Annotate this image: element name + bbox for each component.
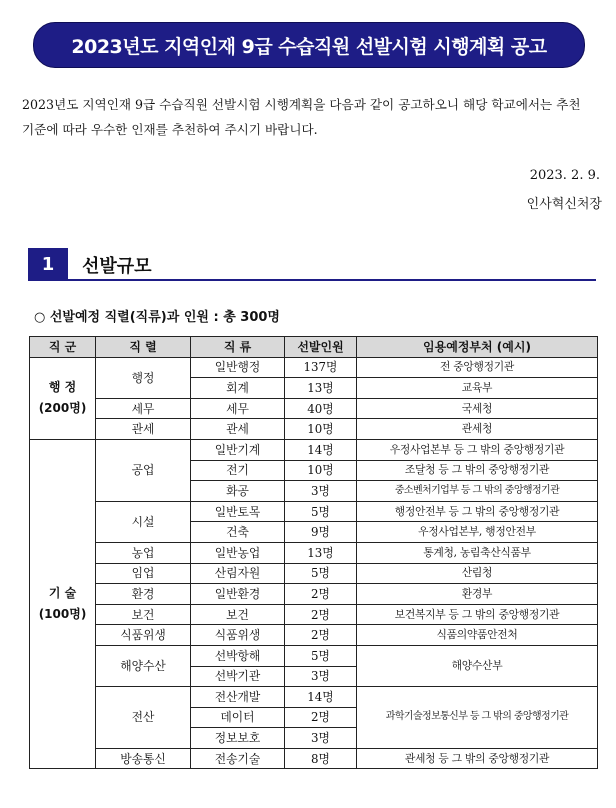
count-cell: 5명	[285, 501, 357, 522]
dept-cell: 산림청	[357, 563, 598, 584]
dept-cell: 환경부	[357, 584, 598, 605]
issuer-name: 인사혁신처장	[526, 197, 602, 212]
count-cell: 8명	[285, 748, 357, 769]
table-header-row	[30, 337, 598, 358]
count-cell: 9명	[285, 522, 357, 543]
group-admin	[30, 357, 96, 439]
count-cell: 14명	[285, 439, 357, 460]
count-cell: 2명	[285, 707, 357, 728]
series-cell: 관세	[96, 419, 191, 440]
group-tech-total: (100명)	[38, 607, 87, 622]
dept-cell: 과학기술정보통신부 등 그 밖의 중앙행정기관	[357, 687, 598, 749]
table-row	[30, 687, 598, 708]
series-cell: 농업	[96, 542, 191, 563]
dept-cell: 조달청 등 그 밖의 중앙행정기관	[357, 460, 598, 481]
table-row	[30, 357, 598, 378]
series-cell: 식품위생	[96, 625, 191, 646]
dept-cell: 보건복지부 등 그 밖의 중앙행정기관	[357, 604, 598, 625]
count-cell: 137명	[285, 357, 357, 378]
dept-cell: 관세청	[357, 419, 598, 440]
count-cell: 2명	[285, 584, 357, 605]
class-cell: 정보보호	[191, 728, 285, 749]
table-row	[30, 748, 598, 769]
group-admin-name: 행 정	[48, 380, 77, 395]
count-cell: 40명	[285, 398, 357, 419]
table-row	[30, 604, 598, 625]
announcement-date: 2023. 2. 9.	[529, 168, 600, 183]
dept-cell: 우정사업본부 등 그 밖의 중앙행정기관	[357, 439, 598, 460]
dept-cell: 관세청 등 그 밖의 중앙행정기관	[357, 748, 598, 769]
class-cell: 화공	[191, 481, 285, 502]
subheading: ○ 선발예정 직렬(직류)과 인원 : 총 300명	[34, 310, 280, 325]
class-cell: 보건	[191, 604, 285, 625]
table-row	[30, 625, 598, 646]
section-header	[28, 248, 596, 281]
header-job-class: 직 류	[191, 337, 285, 358]
selection-table	[29, 336, 598, 769]
class-cell: 회계	[191, 378, 285, 399]
table-row	[30, 542, 598, 563]
series-cell: 공업	[96, 439, 191, 501]
count-cell: 13명	[285, 378, 357, 399]
series-cell: 보건	[96, 604, 191, 625]
series-cell: 전산	[96, 687, 191, 749]
table-row	[30, 419, 598, 440]
header-job-series: 직 렬	[96, 337, 191, 358]
series-cell: 시설	[96, 501, 191, 542]
class-cell: 세무	[191, 398, 285, 419]
class-cell: 선박항해	[191, 645, 285, 666]
group-admin-total: (200명)	[38, 401, 87, 416]
count-cell: 5명	[285, 563, 357, 584]
group-tech	[30, 439, 96, 769]
count-cell: 10명	[285, 460, 357, 481]
class-cell: 관세	[191, 419, 285, 440]
dept-cell: 식품의약품안전처	[357, 625, 598, 646]
title-banner	[33, 22, 585, 68]
dept-cell: 전 중앙행정기관	[357, 357, 598, 378]
dept-cell: 통계청, 농림축산식품부	[357, 542, 598, 563]
dept-cell: 해양수산부	[357, 645, 598, 686]
dept-cell: 교육부	[357, 378, 598, 399]
series-cell: 환경	[96, 584, 191, 605]
class-cell: 선박기관	[191, 666, 285, 687]
dept-cell: 중소벤처기업부 등 그 밖의 중앙행정기관	[357, 481, 598, 502]
class-cell: 전산개발	[191, 687, 285, 708]
count-cell: 2명	[285, 604, 357, 625]
table-row	[30, 563, 598, 584]
class-cell: 일반농업	[191, 542, 285, 563]
count-cell: 2명	[285, 625, 357, 646]
class-cell: 건축	[191, 522, 285, 543]
table-row	[30, 584, 598, 605]
class-cell: 전송기술	[191, 748, 285, 769]
header-job-group: 직 군	[30, 337, 96, 358]
count-cell: 13명	[285, 542, 357, 563]
class-cell: 일반행정	[191, 357, 285, 378]
dept-cell: 우정사업본부, 행정안전부	[357, 522, 598, 543]
series-cell: 해양수산	[96, 645, 191, 686]
class-cell: 산림자원	[191, 563, 285, 584]
intro-paragraph: 2023년도 지역인재 9급 수습직원 선발시험 시행계획을 다음과 같이 공고하오니 해당 학교에서는 추천기준에 따라 우수한 인재를 추천하여 주시기 바랍니다.	[22, 97, 581, 137]
table-row	[30, 645, 598, 666]
count-cell: 5명	[285, 645, 357, 666]
section-title: 선발규모	[82, 256, 152, 277]
series-cell: 행정	[96, 357, 191, 398]
class-cell: 데이터	[191, 707, 285, 728]
header-department: 임용예정부처 (예시)	[357, 337, 598, 358]
count-cell: 3명	[285, 481, 357, 502]
series-cell: 세무	[96, 398, 191, 419]
class-cell: 식품위생	[191, 625, 285, 646]
table-row	[30, 398, 598, 419]
section-divider	[28, 279, 596, 281]
section-number: 1	[28, 248, 68, 281]
dept-cell: 행정안전부 등 그 밖의 중앙행정기관	[357, 501, 598, 522]
class-cell: 일반환경	[191, 584, 285, 605]
table-row	[30, 439, 598, 460]
count-cell: 3명	[285, 728, 357, 749]
series-cell: 임업	[96, 563, 191, 584]
dept-cell: 국세청	[357, 398, 598, 419]
header-count: 선발인원	[285, 337, 357, 358]
count-cell: 3명	[285, 666, 357, 687]
class-cell: 일반기계	[191, 439, 285, 460]
count-cell: 10명	[285, 419, 357, 440]
count-cell: 14명	[285, 687, 357, 708]
page-title: 2023년도 지역인재 9급 수습직원 선발시험 시행계획 공고	[71, 35, 547, 58]
class-cell: 전기	[191, 460, 285, 481]
table-row	[30, 501, 598, 522]
class-cell: 일반토목	[191, 501, 285, 522]
group-tech-name: 기 술	[48, 586, 77, 601]
series-cell: 방송통신	[96, 748, 191, 769]
